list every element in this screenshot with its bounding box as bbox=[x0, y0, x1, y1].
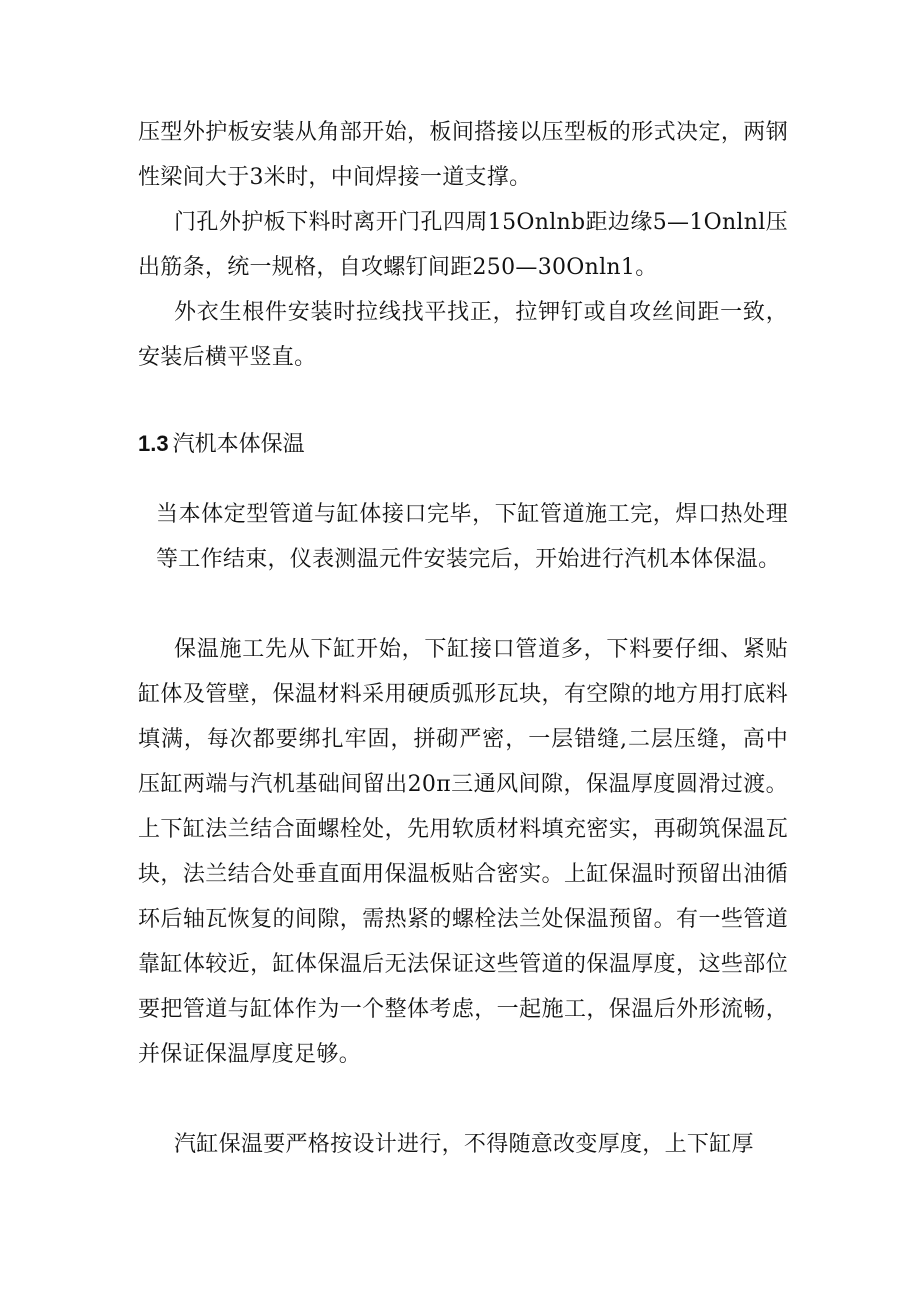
section-title: 汽机本体保温 bbox=[172, 432, 305, 457]
paragraph-door-hole-plate: 门孔外护板下料时离开门孔四周15Onlnb距边缘5—1Onlnl压出筋条，统一规格，自攻螺钉间距250—30Onln1。 bbox=[138, 210, 788, 280]
paragraph-turbine-insulation-start: 当本体定型管道与缸体接口完毕，下缸管道施工完，焊口热处理等工作结束，仪表测温元件安装完后，开始进行汽机本体保温。 bbox=[156, 502, 788, 572]
paragraph-root-parts-installation: 外衣生根件安装时拉线找平找正，拉钾钉或自攻丝间距一致，安装后横平竖直。 bbox=[138, 300, 788, 370]
paragraph-outer-plate-installation: 压型外护板安装从角部开始，板间搭接以压型板的形式决定，两钢性梁间大于3米时，中间焊接一道支撑。 bbox=[138, 120, 788, 190]
paragraph-insulation-procedure: 保温施工先从下缸开始，下缸接口管道多，下料要仔细、紧贴缸体及管壁，保温材料采用硬质弧形瓦块，有空隙的地方用打底料填满，每次都要绑扎牢固，拼砌严密，一层错缝,二层压缝，高中压缸两端与汽机基础间留出20π三通风间隙，保温厚度圆滑过渡。上下缸法兰结合面螺栓处，先用软质材料填充密实，再砌筑保温瓦块，法兰结合处垂直面用保温板贴合密实。上缸保温时预留出油循环后轴瓦恢复的间隙，需热紧的螺栓法兰处保温预留。有一些管道靠缸体较近，缸体保温后无法保证这些管道的保温厚度，这些部位要把管道与缸体作为一个整体考虑，一起施工，保温后外形流畅，并保证保温厚度足够。 bbox=[138, 637, 788, 1067]
paragraph-cylinder-insulation-design: 汽缸保温要严格按设计进行，不得随意改变厚度，上下缸厚 bbox=[174, 1132, 754, 1157]
section-heading bbox=[138, 424, 305, 465]
section-number: 1.3 bbox=[138, 431, 169, 456]
